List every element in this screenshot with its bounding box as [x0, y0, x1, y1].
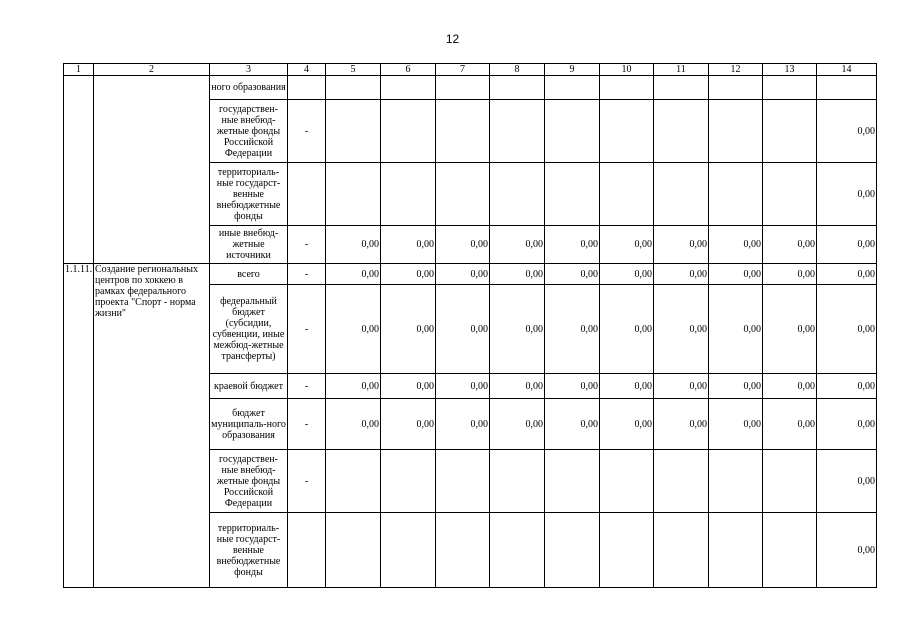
- value-cell: 0,00: [436, 226, 490, 264]
- value-cell: [490, 513, 545, 588]
- value-cell: 0,00: [326, 285, 381, 374]
- value-cell: 0,00: [545, 399, 600, 450]
- table-row: [64, 264, 877, 285]
- value-cell: 0,00: [436, 374, 490, 399]
- col-header: 11: [654, 64, 709, 76]
- col4-cell: -: [288, 264, 326, 285]
- value-cell: [490, 100, 545, 163]
- value-cell: [490, 450, 545, 513]
- value-cell: 0,00: [817, 450, 877, 513]
- value-cell: 0,00: [490, 285, 545, 374]
- value-cell: [600, 163, 654, 226]
- value-cell: 0,00: [326, 374, 381, 399]
- value-cell: 0,00: [600, 226, 654, 264]
- col4-cell: -: [288, 226, 326, 264]
- value-cell: [436, 76, 490, 100]
- funding-source: иные внебюд-жетные источники: [210, 226, 288, 264]
- value-cell: 0,00: [600, 399, 654, 450]
- value-cell: 0,00: [490, 264, 545, 285]
- value-cell: 0,00: [709, 374, 763, 399]
- value-cell: [600, 450, 654, 513]
- col-header: 10: [600, 64, 654, 76]
- value-cell: [381, 163, 436, 226]
- value-cell: 0,00: [763, 264, 817, 285]
- table-row: [64, 76, 877, 100]
- value-cell: [709, 76, 763, 100]
- col-header: 13: [763, 64, 817, 76]
- value-cell: [763, 450, 817, 513]
- value-cell: [381, 513, 436, 588]
- value-cell: 0,00: [381, 226, 436, 264]
- value-cell: [817, 76, 877, 100]
- header-row: [64, 64, 877, 76]
- col4-cell: -: [288, 285, 326, 374]
- value-cell: [381, 450, 436, 513]
- value-cell: 0,00: [490, 399, 545, 450]
- col-header: 8: [490, 64, 545, 76]
- col4-cell: -: [288, 450, 326, 513]
- value-cell: 0,00: [763, 226, 817, 264]
- value-cell: [381, 76, 436, 100]
- value-cell: 0,00: [709, 399, 763, 450]
- value-cell: [709, 100, 763, 163]
- col-header: 5: [326, 64, 381, 76]
- funding-source: краевой бюджет: [210, 374, 288, 399]
- value-cell: 0,00: [381, 374, 436, 399]
- value-cell: [709, 163, 763, 226]
- value-cell: 0,00: [817, 226, 877, 264]
- item-code: [64, 76, 94, 264]
- value-cell: [545, 450, 600, 513]
- col4-cell: -: [288, 399, 326, 450]
- value-cell: 0,00: [436, 399, 490, 450]
- item-name: Создание региональных центров по хоккею в рамках федерального проекта "Спорт - норма жизни": [94, 264, 210, 588]
- value-cell: [490, 163, 545, 226]
- funding-source: всего: [210, 264, 288, 285]
- funding-source: государствен-ные внебюд-жетные фонды Российской Федерации: [210, 100, 288, 163]
- value-cell: 0,00: [600, 264, 654, 285]
- value-cell: [763, 513, 817, 588]
- value-cell: 0,00: [817, 163, 877, 226]
- value-cell: [436, 100, 490, 163]
- value-cell: [654, 513, 709, 588]
- value-cell: [436, 513, 490, 588]
- col-header: 14: [817, 64, 877, 76]
- value-cell: 0,00: [709, 285, 763, 374]
- value-cell: [545, 513, 600, 588]
- value-cell: [545, 163, 600, 226]
- value-cell: 0,00: [709, 264, 763, 285]
- value-cell: 0,00: [381, 399, 436, 450]
- value-cell: 0,00: [654, 399, 709, 450]
- value-cell: 0,00: [817, 264, 877, 285]
- item-code: 1.1.11.: [64, 264, 94, 588]
- value-cell: 0,00: [763, 399, 817, 450]
- col-header: 9: [545, 64, 600, 76]
- value-cell: [763, 163, 817, 226]
- funding-source: территориаль-ные государст-венные внебюджетные фонды: [210, 163, 288, 226]
- value-cell: 0,00: [600, 285, 654, 374]
- funding-source: государствен-ные внебюд-жетные фонды Российской Федерации: [210, 450, 288, 513]
- col-header: 1: [64, 64, 94, 76]
- value-cell: [654, 163, 709, 226]
- value-cell: [763, 76, 817, 100]
- value-cell: 0,00: [654, 374, 709, 399]
- funding-source: бюджет муниципаль-ного образования: [210, 399, 288, 450]
- value-cell: [326, 163, 381, 226]
- col-header: 6: [381, 64, 436, 76]
- value-cell: [436, 163, 490, 226]
- value-cell: [763, 100, 817, 163]
- value-cell: 0,00: [545, 374, 600, 399]
- value-cell: 0,00: [381, 285, 436, 374]
- value-cell: [436, 450, 490, 513]
- funding-source: территориаль-ные государст-венные внебюджетные фонды: [210, 513, 288, 588]
- item-name: [94, 76, 210, 264]
- value-cell: [654, 450, 709, 513]
- value-cell: [600, 76, 654, 100]
- value-cell: [490, 76, 545, 100]
- col4-cell: [288, 76, 326, 100]
- page-number: 12: [445, 32, 460, 46]
- value-cell: 0,00: [817, 399, 877, 450]
- col-header: 3: [210, 64, 288, 76]
- value-cell: [326, 100, 381, 163]
- value-cell: 0,00: [326, 226, 381, 264]
- value-cell: 0,00: [436, 264, 490, 285]
- value-cell: [709, 450, 763, 513]
- value-cell: [654, 76, 709, 100]
- funding-source: федеральный бюджет (субсидии, субвенции, иные межбюд-жетные трансферты): [210, 285, 288, 374]
- col4-cell: [288, 513, 326, 588]
- col-header: 12: [709, 64, 763, 76]
- value-cell: 0,00: [381, 264, 436, 285]
- value-cell: 0,00: [326, 264, 381, 285]
- value-cell: 0,00: [490, 226, 545, 264]
- value-cell: 0,00: [817, 100, 877, 163]
- col4-cell: -: [288, 374, 326, 399]
- value-cell: [326, 513, 381, 588]
- value-cell: 0,00: [654, 285, 709, 374]
- value-cell: [326, 76, 381, 100]
- value-cell: [654, 100, 709, 163]
- value-cell: 0,00: [817, 285, 877, 374]
- value-cell: [381, 100, 436, 163]
- budget-table: [63, 63, 877, 588]
- value-cell: [545, 76, 600, 100]
- col4-cell: [288, 163, 326, 226]
- value-cell: [600, 100, 654, 163]
- value-cell: 0,00: [600, 374, 654, 399]
- value-cell: [600, 513, 654, 588]
- col-header: 7: [436, 64, 490, 76]
- col4-cell: -: [288, 100, 326, 163]
- value-cell: 0,00: [817, 513, 877, 588]
- value-cell: [709, 513, 763, 588]
- value-cell: 0,00: [490, 374, 545, 399]
- value-cell: 0,00: [817, 374, 877, 399]
- value-cell: 0,00: [545, 285, 600, 374]
- value-cell: 0,00: [654, 226, 709, 264]
- value-cell: 0,00: [763, 374, 817, 399]
- col-header: 2: [94, 64, 210, 76]
- value-cell: 0,00: [545, 264, 600, 285]
- value-cell: 0,00: [654, 264, 709, 285]
- value-cell: 0,00: [709, 226, 763, 264]
- value-cell: [326, 450, 381, 513]
- value-cell: 0,00: [763, 285, 817, 374]
- value-cell: 0,00: [436, 285, 490, 374]
- value-cell: 0,00: [545, 226, 600, 264]
- funding-source: ного образования: [210, 76, 288, 100]
- col-header: 4: [288, 64, 326, 76]
- value-cell: [545, 100, 600, 163]
- value-cell: 0,00: [326, 399, 381, 450]
